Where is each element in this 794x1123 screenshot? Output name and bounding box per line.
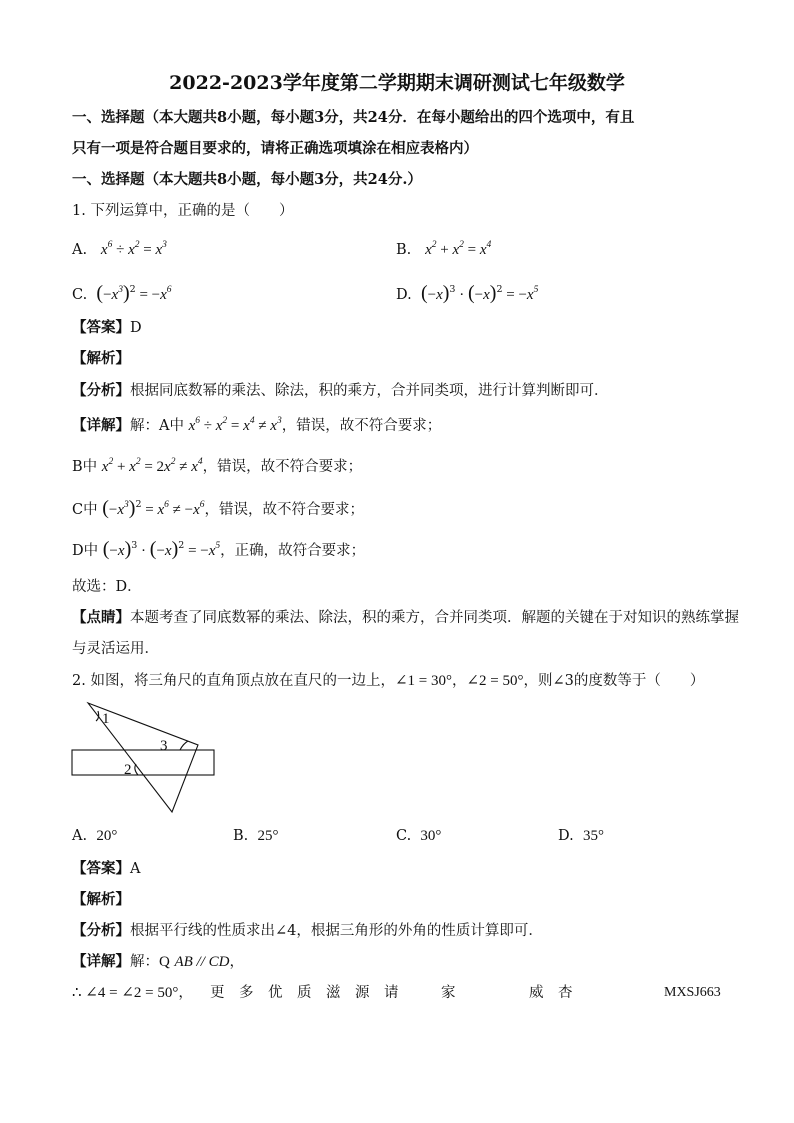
q1-fenxi: 【分析】根据同底数幂的乘法、除法，积的乘方，合并同类项，进行计算判断即可． [72, 382, 609, 399]
section-header-line2: 只有一项是符合题目要求的，请将正确选项填涂在相应表格内） [72, 140, 478, 157]
q1-detail-a: 【详解】解：A中 $x^6 \div x^2 = x^4 \ne x^3$，错误，故不符合要求； [72, 416, 442, 434]
q2-last-line: ∴ ∠4 = ∠2 = 50°， [72, 985, 193, 1001]
q1-detail-c: C中 $(-x^3)^2 = x^6 \ne -x^6$，错误，故不符合要求； [72, 497, 365, 519]
q2-detail: 【详解】解：Q AB // CD， [72, 953, 244, 970]
label-2: 2 [124, 762, 132, 778]
q1-answer: 【答案】D [72, 319, 142, 336]
section-header-line1: 一、选择题（本大题共8小题，每小题3分，共24分．在每小题给出的四个选项中，有且 [72, 109, 635, 126]
q1-analysis-tag: 【解析】 [72, 350, 130, 367]
page-title: 2022-2023学年度第二学期期末调研测试七年级数学 [169, 72, 625, 94]
watermark-text: 更 多 优 质 滋 源 请 [210, 985, 399, 1001]
angle-arc-3 [180, 741, 188, 750]
q1-option-b: B. $x^2 + x^2 = x^4$ [396, 240, 492, 258]
watermark-chars-weixing: 威 杏 [529, 985, 573, 1001]
q1-option-c: C. $(-x^3)^2 = -x^6$ [72, 282, 172, 304]
q1-option-a: A. $x^6 \div x^2 = x^3$ [72, 240, 167, 258]
q2-choice-a: A. 20° [72, 828, 118, 844]
q1-detail-b: B中 $x^2 + x^2 = 2x^2 \ne x^4$，错误，故不符合要求； [72, 457, 363, 475]
section-header-short: 一、选择题（本大题共8小题，每小题3分，共24分.） [72, 171, 422, 188]
q1-conclusion: 故选：D． [72, 579, 142, 595]
q1-option-d: D. $(-x)^3 \cdot (-x)^2 = -x^5$ [396, 282, 539, 304]
q2-fenxi: 【分析】根据平行线的性质求出∠4，根据三角形的外角的性质计算即可． [72, 922, 543, 939]
q2-stem: 2. 如图，将三角尺的直角顶点放在直尺的一边上，∠1 = 30°，∠2 = 50°，则∠3的度数等于（ ） [72, 673, 705, 689]
q2-figure [70, 698, 220, 818]
label-3: 3 [160, 738, 168, 754]
watermark-code: MXSJ663 [664, 985, 721, 1000]
ruler [72, 750, 214, 775]
q1-stem: 1. 下列运算中，正确的是（ ） [72, 203, 294, 219]
q1-detail-d: D中 $(-x)^3 \cdot (-x)^2 = -x^5$，正确，故符合要求； [72, 538, 366, 560]
q2-choice-d: D. 35° [558, 828, 604, 844]
q1-comment-line1: 【点睛】本题考查了同底数幂的乘法、除法，积的乘方，合并同类项．解题的关键在于对知识的熟练掌握 [72, 609, 739, 626]
q1-comment-line2: 与灵活运用． [72, 641, 159, 657]
label-1: 1 [102, 711, 110, 727]
q2-choice-c: C. 30° [396, 828, 442, 844]
watermark-char-jia: 家 [441, 985, 456, 1001]
q2-analysis-tag: 【解析】 [72, 891, 130, 908]
q2-choice-b: B. 25° [233, 828, 279, 844]
q2-answer: 【答案】A [72, 860, 141, 877]
